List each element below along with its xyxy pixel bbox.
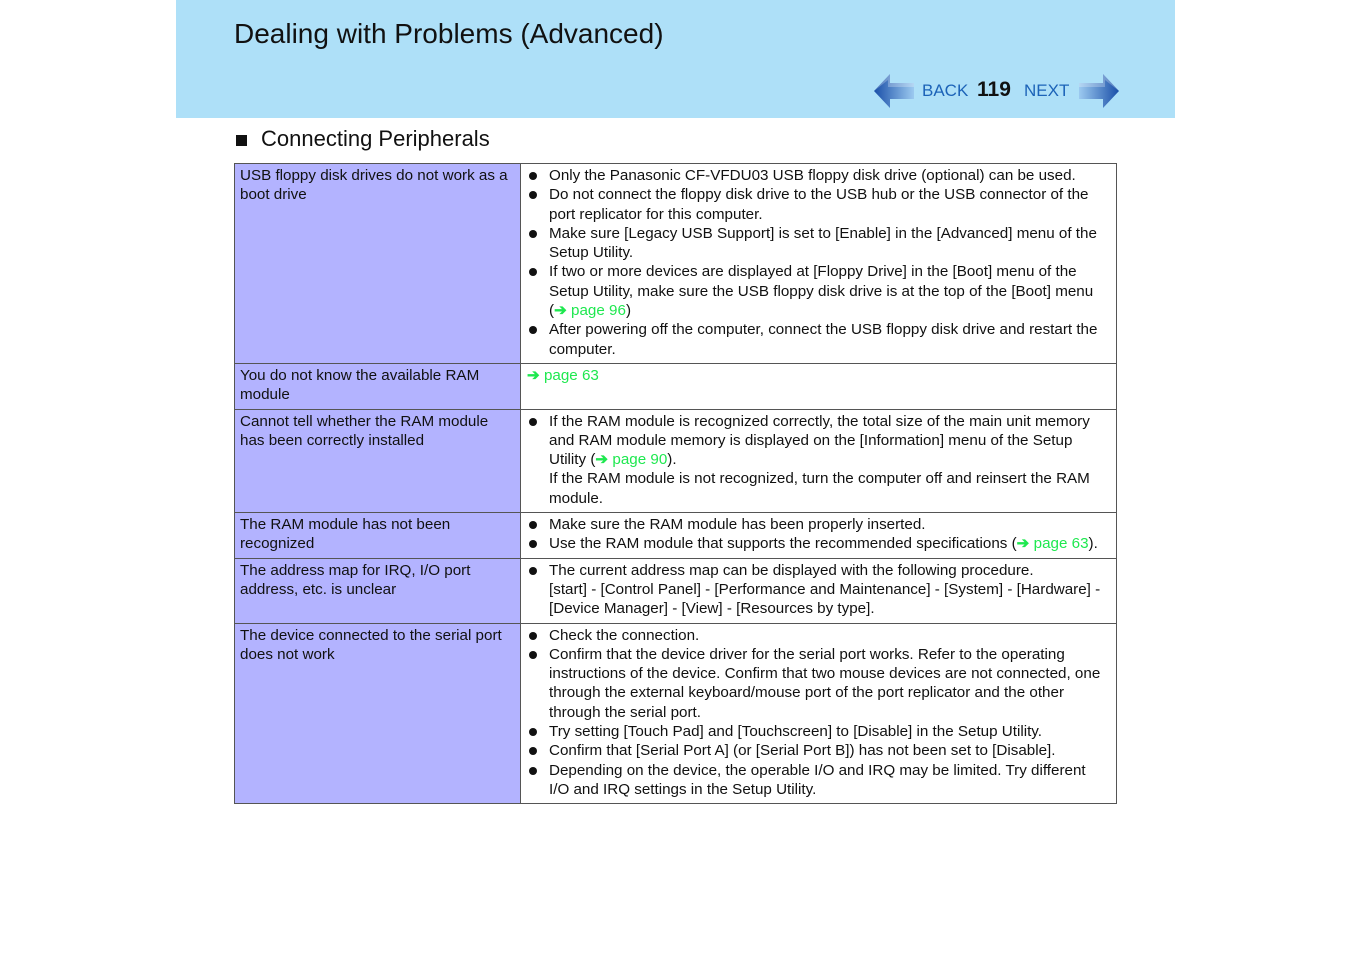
solution-cell xyxy=(521,363,1117,409)
next-button[interactable]: NEXT xyxy=(1024,81,1070,100)
problem-cell: USB floppy disk drives do not work as a boot drive xyxy=(235,164,521,364)
list-item: Do not connect the floppy disk drive to the USB hub or the USB connector of the port replicator for this computer. xyxy=(527,185,1110,224)
section-heading xyxy=(236,126,490,152)
section-heading-text: Connecting Peripherals xyxy=(261,126,490,151)
back-arrow-icon[interactable] xyxy=(874,72,914,110)
list-item-text: ). xyxy=(1088,535,1098,553)
table-row xyxy=(235,558,1117,623)
page-number: 119 xyxy=(977,78,1011,101)
problem-cell: The address map for IRQ, I/O port address, etc. is unclear xyxy=(235,558,521,623)
list-item: Make sure [Legacy USB Support] is set to [Enable] in the [Advanced] menu of the Setup Utility. xyxy=(527,224,1110,263)
square-bullet-icon xyxy=(236,135,247,146)
problem-cell: You do not know the available RAM module xyxy=(235,363,521,409)
problem-cell: Cannot tell whether the RAM module has been correctly installed xyxy=(235,409,521,512)
link-arrow-icon: ➔ xyxy=(554,302,567,320)
list-item xyxy=(527,412,1110,508)
solution-cell xyxy=(521,513,1117,559)
solution-cell xyxy=(521,558,1117,623)
list-item: Depending on the device, the operable I/O and IRQ may be limited. Try different I/O and IRQ settings in the Setup Utility. xyxy=(527,761,1110,800)
solution-list xyxy=(527,626,1110,800)
problem-cell: The device connected to the serial port does not work xyxy=(235,623,521,804)
list-item: After powering off the computer, connect the USB floppy disk drive and restart the computer. xyxy=(527,320,1110,359)
solution-cell xyxy=(521,409,1117,512)
list-item: Try setting [Touch Pad] and [Touchscreen] to [Disable] in the Setup Utility. xyxy=(527,722,1110,741)
list-item-text: If the RAM module is recognized correctly, the total size of the main unit memory and RAM module memory is displayed on the [Information] menu of the Setup Utility ( xyxy=(549,412,1090,469)
solution-cell xyxy=(521,164,1117,364)
list-item xyxy=(527,262,1110,320)
link-arrow-icon: ➔ xyxy=(527,366,540,384)
list-item: Check the connection. xyxy=(527,626,1110,645)
solution-list xyxy=(527,412,1110,508)
list-item-text: If two or more devices are displayed at [Floppy Drive] in the [Boot] menu of the Setup Utility, make sure the USB floppy disk drive is at the top of the [Boot] menu ( xyxy=(549,263,1094,320)
solution-list xyxy=(527,515,1110,554)
page-link-text: page 96 xyxy=(571,302,626,320)
list-item-continuation: If the RAM module is not recognized, turn the computer off and reinsert the RAM module. xyxy=(549,470,1090,507)
list-item: Confirm that [Serial Port A] (or [Serial Port B]) has not been set to [Disable]. xyxy=(527,741,1110,760)
page-link[interactable] xyxy=(1017,535,1089,552)
page-link[interactable] xyxy=(527,367,599,384)
list-item-text: The current address map can be displayed with the following procedure. xyxy=(549,561,1034,579)
troubleshooting-table xyxy=(234,163,1117,804)
link-arrow-icon: ➔ xyxy=(595,451,609,469)
list-item: Only the Panasonic CF-VFDU03 USB floppy disk drive (optional) can be used. xyxy=(527,166,1110,185)
list-item xyxy=(527,561,1110,619)
solution-cell xyxy=(521,623,1117,804)
list-item xyxy=(527,534,1110,553)
list-item-text: Use the RAM module that supports the recommended specifications ( xyxy=(549,535,1017,553)
table-row xyxy=(235,623,1117,804)
page-link-text: page 63 xyxy=(543,366,599,384)
table-row xyxy=(235,409,1117,512)
page-link-text: page 63 xyxy=(1033,535,1089,553)
page-navigation xyxy=(874,72,1119,110)
page-title: Dealing with Problems (Advanced) xyxy=(234,18,664,49)
page-link[interactable] xyxy=(595,451,667,468)
list-item-text: ) xyxy=(625,302,631,320)
list-item-continuation: [start] - [Control Panel] - [Performance and Maintenance] - [System] - [Hardware] - [Device Manager] - [View] - [Resources by type]. xyxy=(549,580,1101,618)
list-item: Confirm that the device driver for the serial port works. Refer to the operating instructions of the device. Confirm that two mouse devices are not connected, one through the external keyboard/mouse port of the port replicator and the other through the serial port. xyxy=(527,645,1110,722)
list-item-text: ). xyxy=(667,451,677,469)
page-link-text: page 90 xyxy=(612,451,668,469)
solution-list xyxy=(527,561,1110,619)
next-arrow-icon[interactable] xyxy=(1079,72,1119,110)
table-row xyxy=(235,363,1117,409)
list-item: Make sure the RAM module has been properly inserted. xyxy=(527,515,1110,534)
table-row xyxy=(235,164,1117,364)
solution-list xyxy=(527,166,1110,359)
back-button[interactable]: BACK xyxy=(922,81,969,100)
page-header xyxy=(176,0,1175,118)
table-row xyxy=(235,513,1117,559)
page-link[interactable] xyxy=(554,302,626,319)
problem-cell: The RAM module has not been recognized xyxy=(235,513,521,559)
link-arrow-icon: ➔ xyxy=(1016,535,1030,553)
